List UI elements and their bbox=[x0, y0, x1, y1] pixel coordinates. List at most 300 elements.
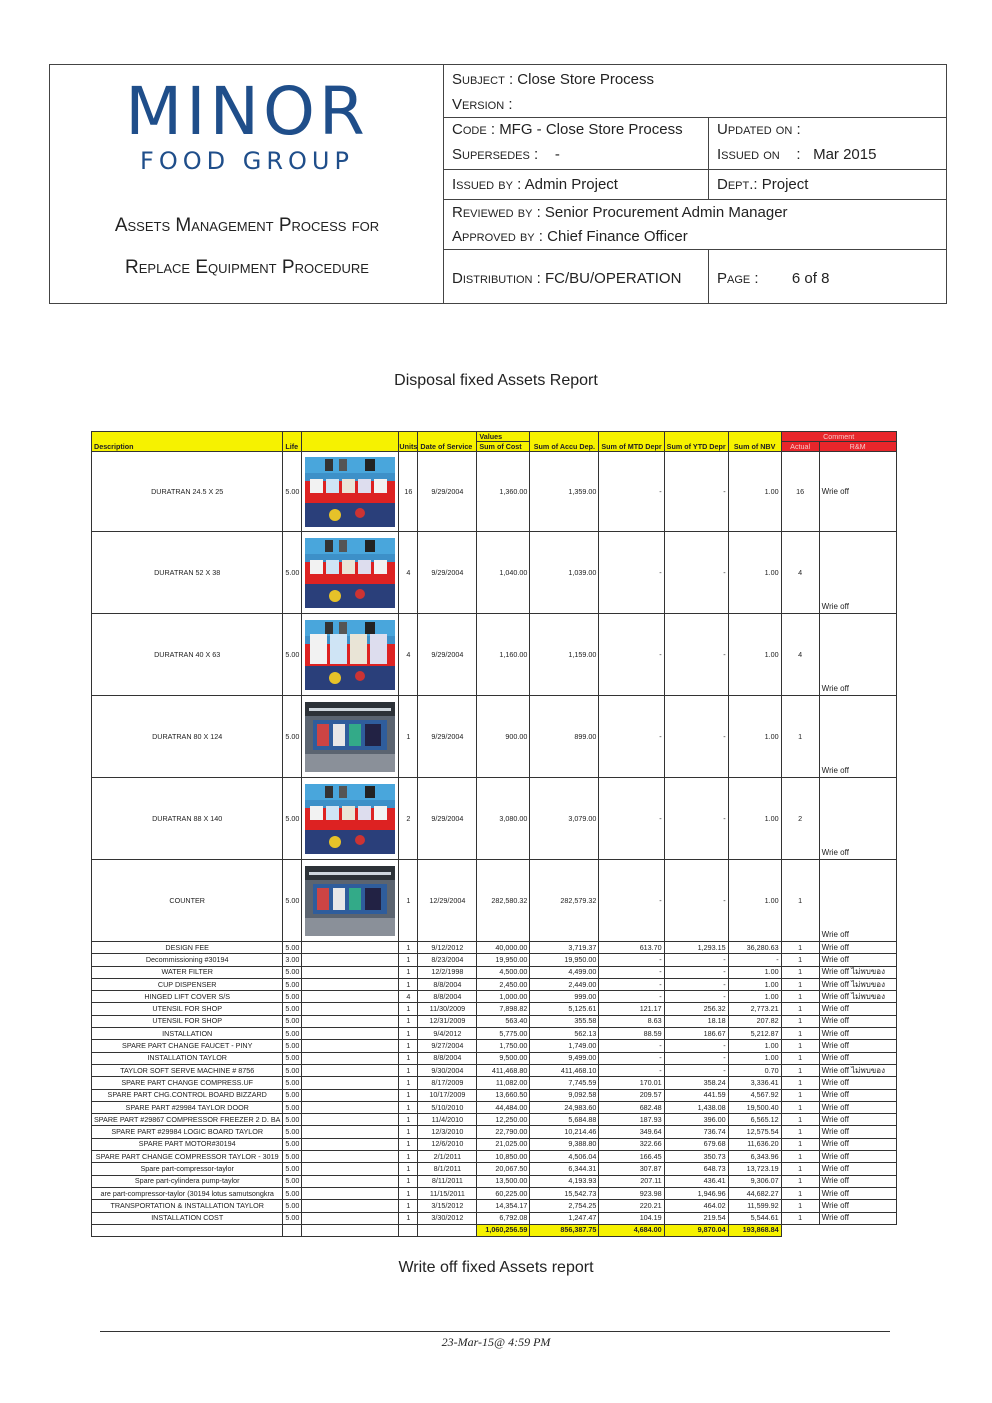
cell-sum-accu: 999.00 bbox=[530, 991, 599, 1003]
cell-photo bbox=[302, 1138, 399, 1150]
cell-description: DURATRAN 88 X 140 bbox=[92, 778, 283, 860]
cell-sum-ytd: - bbox=[664, 954, 728, 966]
cell-sum-mtd: 166.45 bbox=[599, 1151, 664, 1163]
cell-sum-accu: 5,125.61 bbox=[530, 1003, 599, 1015]
cell-sum-ytd: 396.00 bbox=[664, 1114, 728, 1126]
cell-actual: 1 bbox=[781, 1126, 819, 1138]
cell-sum-cost: 2,450.00 bbox=[477, 978, 530, 990]
cell-sum-accu: 24,983.60 bbox=[530, 1101, 599, 1113]
table-row bbox=[92, 1040, 897, 1052]
table-row bbox=[92, 1089, 897, 1101]
cell-sum-nbv: 1.00 bbox=[728, 860, 781, 942]
cell-date-of-service: 2/1/2011 bbox=[418, 1151, 477, 1163]
cell-description: INSTALLATION TAYLOR bbox=[92, 1052, 283, 1064]
cell-sum-cost: 44,484.00 bbox=[477, 1101, 530, 1113]
reviewed-by-value: : Senior Procurement Admin Manager bbox=[536, 204, 788, 221]
cell-sum-accu: 6,344.31 bbox=[530, 1163, 599, 1175]
cell-actual: 1 bbox=[781, 696, 819, 778]
cell-sum-nbv: 1.00 bbox=[728, 1040, 781, 1052]
cell-comment: Wrie off bbox=[819, 1212, 896, 1224]
table-row bbox=[92, 1138, 897, 1150]
cell-units: 1 bbox=[399, 1077, 418, 1089]
cell-description: SPARE PART CHANGE COMPRESSOR TAYLOR - 3019 bbox=[92, 1151, 283, 1163]
col-header-values-group: Values bbox=[477, 432, 530, 442]
issued-by-label: Issued by : bbox=[452, 176, 522, 193]
issued-by-value: Admin Project bbox=[524, 176, 618, 193]
code-label: Code : bbox=[452, 121, 496, 138]
cell-sum-nbv: 5,212.87 bbox=[728, 1028, 781, 1040]
table-row bbox=[92, 1003, 897, 1015]
cell-sum-mtd: 322.66 bbox=[599, 1138, 664, 1150]
cell-sum-ytd: - bbox=[664, 978, 728, 990]
code-value: MFG - Close Store Process bbox=[499, 121, 683, 138]
header-row-group bbox=[92, 432, 897, 442]
cell-sum-cost: 900.00 bbox=[477, 696, 530, 778]
code-row bbox=[444, 118, 946, 170]
cell-sum-cost: 1,750.00 bbox=[477, 1040, 530, 1052]
cell-sum-ytd: - bbox=[664, 778, 728, 860]
cell-sum-ytd: - bbox=[664, 696, 728, 778]
cell-sum-accu: 1,247.47 bbox=[530, 1212, 599, 1224]
cell-units: 1 bbox=[399, 1064, 418, 1076]
table-row bbox=[92, 452, 897, 532]
cell-sum-ytd: 186.67 bbox=[664, 1028, 728, 1040]
cell-description: DURATRAN 40 X 63 bbox=[92, 614, 283, 696]
table-row bbox=[92, 532, 897, 614]
cell-actual: 1 bbox=[781, 1101, 819, 1113]
cell-description: SPARE PART #29984 LOGIC BOARD TAYLOR bbox=[92, 1126, 283, 1138]
cell-comment: Wrie off bbox=[819, 1089, 896, 1101]
cell-description: UTENSIL FOR SHOP bbox=[92, 1015, 283, 1027]
cell-date-of-service: 12/2/1998 bbox=[418, 966, 477, 978]
cell-photo bbox=[302, 1089, 399, 1101]
cell-comment: Wrie off ไม่พบของ bbox=[819, 1064, 896, 1076]
cell-photo bbox=[302, 1015, 399, 1027]
cell-sum-mtd: - bbox=[599, 778, 664, 860]
cell-units: 1 bbox=[399, 1015, 418, 1027]
cell-units: 1 bbox=[399, 1187, 418, 1199]
cell-date-of-service: 12/29/2004 bbox=[418, 860, 477, 942]
cell-life: 5.00 bbox=[283, 1187, 302, 1199]
cell-sum-ytd: - bbox=[664, 452, 728, 532]
cell-sum-accu: 899.00 bbox=[530, 696, 599, 778]
cell-description: TRANSPORTATION & INSTALLATION TAYLOR bbox=[92, 1200, 283, 1212]
col-header-life: Life bbox=[283, 432, 302, 452]
cell-sum-nbv: 9,306.07 bbox=[728, 1175, 781, 1187]
cell-comment: Wrie off bbox=[819, 614, 896, 696]
total-cost: 1,060,256.59 bbox=[477, 1224, 530, 1236]
cell-units: 2 bbox=[399, 778, 418, 860]
store-front-photo bbox=[302, 702, 398, 772]
approved-by-label: Approved by : bbox=[452, 228, 543, 245]
cell-sum-ytd: 358.24 bbox=[664, 1077, 728, 1089]
cell-date-of-service: 12/3/2010 bbox=[418, 1126, 477, 1138]
cell-life: 5.00 bbox=[283, 1138, 302, 1150]
report-title: Disposal fixed Assets Report bbox=[394, 372, 598, 389]
cell-comment: Wrie off bbox=[819, 1101, 896, 1113]
cell-sum-ytd: - bbox=[664, 1052, 728, 1064]
subject-row bbox=[444, 65, 946, 118]
cell-actual: 1 bbox=[781, 1052, 819, 1064]
cell-sum-mtd: 220.21 bbox=[599, 1200, 664, 1212]
cell-life: 5.00 bbox=[283, 1089, 302, 1101]
cell-comment: Wrie off ไม่พบของ bbox=[819, 978, 896, 990]
cell-sum-cost: 563.40 bbox=[477, 1015, 530, 1027]
cell-sum-nbv: 6,565.12 bbox=[728, 1114, 781, 1126]
cell-description: INSTALLATION bbox=[92, 1028, 283, 1040]
cell-sum-accu: 9,499.00 bbox=[530, 1052, 599, 1064]
footer-timestamp: 23-Mar-15@ 4:59 PM bbox=[441, 1335, 551, 1349]
issued-on-label: Issued on bbox=[717, 146, 780, 163]
supersedes-label: Supersedes : bbox=[452, 146, 539, 163]
cell-description: UTENSIL FOR SHOP bbox=[92, 1003, 283, 1015]
cell-sum-cost: 6,792.08 bbox=[477, 1212, 530, 1224]
cell-date-of-service: 9/12/2012 bbox=[418, 942, 477, 954]
table-row bbox=[92, 860, 897, 942]
cell-life: 5.00 bbox=[283, 942, 302, 954]
cell-photo bbox=[302, 452, 399, 532]
cell-photo bbox=[302, 1003, 399, 1015]
cell-date-of-service: 12/31/2009 bbox=[418, 1015, 477, 1027]
cell-sum-accu: 282,579.32 bbox=[530, 860, 599, 942]
cell-sum-ytd: 1,946.96 bbox=[664, 1187, 728, 1199]
cell-actual: 1 bbox=[781, 860, 819, 942]
cell-sum-cost: 1,360.00 bbox=[477, 452, 530, 532]
cell-sum-accu: 9,092.58 bbox=[530, 1089, 599, 1101]
cell-comment: Wrie off bbox=[819, 1003, 896, 1015]
cell-description: WATER FILTER bbox=[92, 966, 283, 978]
cell-life: 5.00 bbox=[283, 1064, 302, 1076]
cell-date-of-service: 9/29/2004 bbox=[418, 532, 477, 614]
cell-sum-cost: 12,250.00 bbox=[477, 1114, 530, 1126]
totals-row bbox=[92, 1224, 897, 1236]
cell-life: 5.00 bbox=[283, 1175, 302, 1187]
cell-photo bbox=[302, 991, 399, 1003]
cell-life: 5.00 bbox=[283, 1003, 302, 1015]
col-header-units: Units bbox=[399, 432, 418, 452]
col-header-sum-nbv: Sum of NBV bbox=[728, 432, 781, 452]
cell-sum-cost: 22,790.00 bbox=[477, 1126, 530, 1138]
approved-by-value: Chief Finance Officer bbox=[547, 228, 688, 245]
cell-life: 5.00 bbox=[283, 1077, 302, 1089]
cell-units: 1 bbox=[399, 942, 418, 954]
cell-date-of-service: 3/15/2012 bbox=[418, 1200, 477, 1212]
cell-life: 5.00 bbox=[283, 1114, 302, 1126]
cell-actual: 1 bbox=[781, 978, 819, 990]
cell-description: SPARE PART CHANGE COMPRESS.UF bbox=[92, 1077, 283, 1089]
table-row bbox=[92, 778, 897, 860]
cell-sum-accu: 3,079.00 bbox=[530, 778, 599, 860]
cell-actual: 1 bbox=[781, 942, 819, 954]
cell-sum-nbv: 1.00 bbox=[728, 1052, 781, 1064]
cell-sum-ytd: 679.68 bbox=[664, 1138, 728, 1150]
cell-comment: Wrie off bbox=[819, 532, 896, 614]
table-row bbox=[92, 1114, 897, 1126]
cell-sum-accu: 2,754.25 bbox=[530, 1200, 599, 1212]
cell-sum-mtd: - bbox=[599, 1064, 664, 1076]
cell-units: 4 bbox=[399, 991, 418, 1003]
cell-description: SPARE PART MOTOR#30194 bbox=[92, 1138, 283, 1150]
table-row bbox=[92, 1163, 897, 1175]
col-header-photo bbox=[302, 432, 399, 452]
table-row bbox=[92, 1187, 897, 1199]
cell-sum-accu: 1,039.00 bbox=[530, 532, 599, 614]
cell-life: 5.00 bbox=[283, 1040, 302, 1052]
cell-actual: 1 bbox=[781, 1089, 819, 1101]
cell-units: 1 bbox=[399, 1114, 418, 1126]
distribution-row bbox=[444, 250, 946, 303]
cell-photo bbox=[302, 1064, 399, 1076]
cell-actual: 4 bbox=[781, 614, 819, 696]
cell-sum-mtd: - bbox=[599, 1052, 664, 1064]
cell-photo bbox=[302, 1163, 399, 1175]
issued-on-value: Mar 2015 bbox=[813, 146, 877, 163]
cell-units: 1 bbox=[399, 978, 418, 990]
cell-life: 5.00 bbox=[283, 966, 302, 978]
col-header-comment-group: Comment bbox=[781, 432, 896, 442]
cell-description: DESIGN FEE bbox=[92, 942, 283, 954]
cell-sum-accu: 562.13 bbox=[530, 1028, 599, 1040]
cell-units: 1 bbox=[399, 1175, 418, 1187]
document-title-line1: Assets Management Process for bbox=[114, 215, 380, 236]
cell-sum-mtd: 682.48 bbox=[599, 1101, 664, 1113]
cell-sum-ytd: 1,438.08 bbox=[664, 1101, 728, 1113]
cell-sum-mtd: 187.93 bbox=[599, 1114, 664, 1126]
table-row bbox=[92, 1052, 897, 1064]
cell-sum-ytd: 1,293.15 bbox=[664, 942, 728, 954]
cell-sum-nbv: 2,773.21 bbox=[728, 1003, 781, 1015]
cell-actual: 1 bbox=[781, 1163, 819, 1175]
counter-photo bbox=[302, 866, 398, 936]
cell-photo bbox=[302, 942, 399, 954]
cell-date-of-service: 12/6/2010 bbox=[418, 1138, 477, 1150]
cell-photo bbox=[302, 1077, 399, 1089]
cell-sum-nbv: 13,723.19 bbox=[728, 1163, 781, 1175]
cell-comment: Wrie off bbox=[819, 860, 896, 942]
total-accu: 856,387.75 bbox=[530, 1224, 599, 1236]
cell-comment: Wrie off bbox=[819, 1126, 896, 1138]
cell-photo bbox=[302, 1151, 399, 1163]
cell-date-of-service: 8/8/2004 bbox=[418, 991, 477, 1003]
cell-sum-accu: 1,159.00 bbox=[530, 614, 599, 696]
cell-life: 5.00 bbox=[283, 1212, 302, 1224]
cell-sum-mtd: - bbox=[599, 860, 664, 942]
col-header-sum-mtd: Sum of MTD Depr bbox=[599, 432, 664, 452]
table-row bbox=[92, 1077, 897, 1089]
cell-comment: Wrie off bbox=[819, 942, 896, 954]
cell-sum-nbv: 11,636.20 bbox=[728, 1138, 781, 1150]
subject-label: Subject : bbox=[452, 71, 514, 88]
cell-date-of-service: 11/15/2011 bbox=[418, 1187, 477, 1199]
issued-by-row bbox=[444, 170, 946, 200]
cell-comment: Wrie off bbox=[819, 1163, 896, 1175]
cell-life: 3.00 bbox=[283, 954, 302, 966]
cell-units: 1 bbox=[399, 966, 418, 978]
cell-sum-cost: 3,080.00 bbox=[477, 778, 530, 860]
cell-actual: 1 bbox=[781, 1015, 819, 1027]
cell-actual: 1 bbox=[781, 1114, 819, 1126]
cell-life: 5.00 bbox=[283, 452, 302, 532]
cell-sum-mtd: - bbox=[599, 452, 664, 532]
col-header-sum-ytd: Sum of YTD Depr bbox=[664, 432, 728, 452]
cell-photo bbox=[302, 532, 399, 614]
table-row bbox=[92, 1175, 897, 1187]
page-label: Page : bbox=[717, 270, 759, 287]
poster-display-photo bbox=[302, 620, 398, 690]
cell-sum-accu: 15,542.73 bbox=[530, 1187, 599, 1199]
cell-sum-accu: 10,214.46 bbox=[530, 1126, 599, 1138]
total-mtd: 4,684.00 bbox=[599, 1224, 664, 1236]
cell-sum-ytd: 256.32 bbox=[664, 1003, 728, 1015]
cell-photo bbox=[302, 1101, 399, 1113]
store-display-photo bbox=[302, 457, 398, 527]
cell-comment: Wrie off ไม่พบของ bbox=[819, 991, 896, 1003]
cell-photo bbox=[302, 860, 399, 942]
cell-life: 5.00 bbox=[283, 1101, 302, 1113]
cell-units: 1 bbox=[399, 1126, 418, 1138]
cell-sum-cost: 4,500.00 bbox=[477, 966, 530, 978]
reviewed-row bbox=[444, 200, 946, 250]
cell-sum-cost: 13,660.50 bbox=[477, 1089, 530, 1101]
cell-actual: 1 bbox=[781, 1040, 819, 1052]
cell-comment: Wrie off bbox=[819, 1187, 896, 1199]
cell-sum-nbv: 5,544.61 bbox=[728, 1212, 781, 1224]
cell-sum-cost: 20,067.50 bbox=[477, 1163, 530, 1175]
cell-photo bbox=[302, 1212, 399, 1224]
cell-date-of-service: 11/30/2009 bbox=[418, 1003, 477, 1015]
cell-date-of-service: 9/27/2004 bbox=[418, 1040, 477, 1052]
cell-comment: Wrie off bbox=[819, 1200, 896, 1212]
col-header-date-of-service: Date of Service bbox=[418, 432, 477, 452]
cell-life: 5.00 bbox=[283, 1200, 302, 1212]
cell-sum-nbv: 36,280.63 bbox=[728, 942, 781, 954]
cell-sum-nbv: 1.00 bbox=[728, 978, 781, 990]
cell-life: 5.00 bbox=[283, 1015, 302, 1027]
cell-actual: 1 bbox=[781, 1064, 819, 1076]
cell-comment: Wrie off bbox=[819, 954, 896, 966]
cell-date-of-service: 9/29/2004 bbox=[418, 614, 477, 696]
cell-sum-accu: 411,468.10 bbox=[530, 1064, 599, 1076]
cell-photo bbox=[302, 966, 399, 978]
cell-life: 5.00 bbox=[283, 1163, 302, 1175]
cell-sum-mtd: 88.59 bbox=[599, 1028, 664, 1040]
cell-units: 1 bbox=[399, 1163, 418, 1175]
total-ytd: 9,870.04 bbox=[664, 1224, 728, 1236]
cell-sum-nbv: 1.00 bbox=[728, 696, 781, 778]
table-row bbox=[92, 978, 897, 990]
cell-empty bbox=[283, 1224, 302, 1236]
cell-description: Decommissioning #30194 bbox=[92, 954, 283, 966]
cell-sum-ytd: 464.02 bbox=[664, 1200, 728, 1212]
cell-comment: Wrie off bbox=[819, 1175, 896, 1187]
cell-actual: 2 bbox=[781, 778, 819, 860]
cell-sum-mtd: 121.17 bbox=[599, 1003, 664, 1015]
col-header-sum-cost: Sum of Cost bbox=[477, 442, 530, 452]
cell-sum-accu: 1,749.00 bbox=[530, 1040, 599, 1052]
cell-sum-accu: 4,506.04 bbox=[530, 1151, 599, 1163]
cell-sum-mtd: - bbox=[599, 954, 664, 966]
cell-photo bbox=[302, 1200, 399, 1212]
cell-sum-nbv: 1.00 bbox=[728, 532, 781, 614]
col-header-actual: Actual bbox=[781, 442, 819, 452]
cell-sum-nbv: 0.70 bbox=[728, 1064, 781, 1076]
cell-sum-ytd: - bbox=[664, 991, 728, 1003]
cell-date-of-service: 8/11/2011 bbox=[418, 1175, 477, 1187]
cell-date-of-service: 10/17/2009 bbox=[418, 1089, 477, 1101]
table-row bbox=[92, 1015, 897, 1027]
cell-sum-accu: 19,950.00 bbox=[530, 954, 599, 966]
cell-photo bbox=[302, 1040, 399, 1052]
cell-units: 1 bbox=[399, 860, 418, 942]
cell-units: 1 bbox=[399, 1151, 418, 1163]
cell-actual: 16 bbox=[781, 452, 819, 532]
cell-sum-mtd: - bbox=[599, 966, 664, 978]
cell-date-of-service: 5/10/2010 bbox=[418, 1101, 477, 1113]
cell-sum-nbv: 12,575.54 bbox=[728, 1126, 781, 1138]
cell-sum-ytd: - bbox=[664, 1040, 728, 1052]
cell-comment: Wrie off bbox=[819, 1015, 896, 1027]
cell-sum-cost: 14,354.17 bbox=[477, 1200, 530, 1212]
cell-date-of-service: 8/8/2004 bbox=[418, 1052, 477, 1064]
reviewed-by-label: Reviewed by bbox=[452, 204, 533, 221]
cell-date-of-service: 11/4/2010 bbox=[418, 1114, 477, 1126]
cell-description: DURATRAN 52 X 38 bbox=[92, 532, 283, 614]
table-row bbox=[92, 991, 897, 1003]
cell-sum-cost: 7,898.82 bbox=[477, 1003, 530, 1015]
cell-date-of-service: 9/29/2004 bbox=[418, 778, 477, 860]
cell-sum-ytd: 436.41 bbox=[664, 1175, 728, 1187]
cell-sum-cost: 40,000.00 bbox=[477, 942, 530, 954]
cell-empty bbox=[418, 1224, 477, 1236]
cell-units: 4 bbox=[399, 532, 418, 614]
cell-date-of-service: 9/29/2004 bbox=[418, 696, 477, 778]
header-right-panel bbox=[444, 65, 946, 303]
cell-actual: 4 bbox=[781, 532, 819, 614]
cell-sum-nbv: 3,336.41 bbox=[728, 1077, 781, 1089]
cell-actual: 1 bbox=[781, 1200, 819, 1212]
cell-sum-mtd: 923.98 bbox=[599, 1187, 664, 1199]
cell-units: 1 bbox=[399, 1101, 418, 1113]
bottom-report-title: Write off fixed Assets report bbox=[398, 1259, 594, 1276]
updated-on-label: Updated on : bbox=[717, 121, 801, 138]
cell-sum-ytd: 350.73 bbox=[664, 1151, 728, 1163]
cell-sum-cost: 11,082.00 bbox=[477, 1077, 530, 1089]
supersedes-value: - bbox=[554, 146, 560, 163]
cell-sum-nbv: 207.82 bbox=[728, 1015, 781, 1027]
cell-actual: 1 bbox=[781, 1003, 819, 1015]
cell-date-of-service: 3/30/2012 bbox=[418, 1212, 477, 1224]
cell-sum-accu: 355.58 bbox=[530, 1015, 599, 1027]
cell-sum-cost: 60,225.00 bbox=[477, 1187, 530, 1199]
cell-life: 5.00 bbox=[283, 991, 302, 1003]
table-row bbox=[92, 942, 897, 954]
table-row bbox=[92, 1101, 897, 1113]
cell-sum-cost: 13,500.00 bbox=[477, 1175, 530, 1187]
cell-life: 5.00 bbox=[283, 860, 302, 942]
cell-date-of-service: 9/4/2012 bbox=[418, 1028, 477, 1040]
cell-photo bbox=[302, 696, 399, 778]
cell-units: 1 bbox=[399, 954, 418, 966]
table-row bbox=[92, 614, 897, 696]
cell-sum-accu: 4,499.00 bbox=[530, 966, 599, 978]
cell-sum-nbv: 1.00 bbox=[728, 991, 781, 1003]
cell-units: 1 bbox=[399, 1052, 418, 1064]
issued-on-separator: : bbox=[796, 146, 801, 163]
cell-description: are part-compressor-taylor (30194 lotus samutsongkra bbox=[92, 1187, 283, 1199]
table-row bbox=[92, 1212, 897, 1224]
cell-sum-accu: 9,388.80 bbox=[530, 1138, 599, 1150]
cell-sum-mtd: 170.01 bbox=[599, 1077, 664, 1089]
